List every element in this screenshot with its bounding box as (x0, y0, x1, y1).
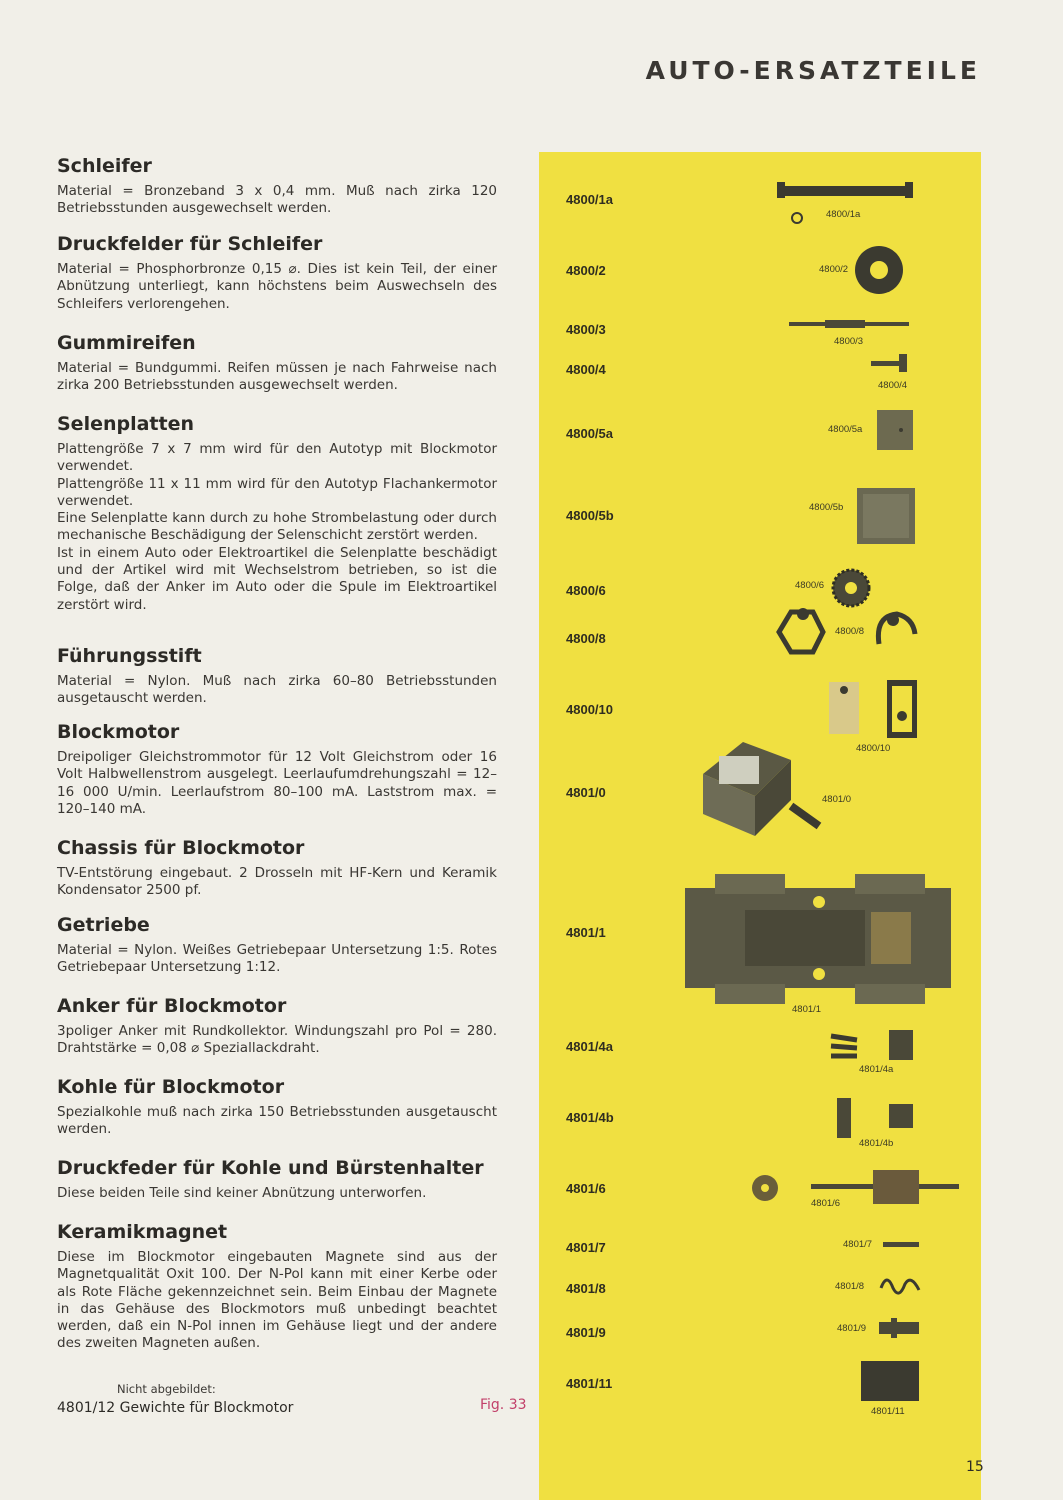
section-heading: Getriebe (57, 914, 150, 936)
section-kohle (57, 1076, 497, 1139)
section-heading: Druckfelder für Schleifer (57, 233, 323, 255)
part-label: 4800/8 (835, 626, 865, 637)
part-code: 4800/2 (566, 263, 606, 278)
section-heading: Selenplatten (57, 413, 195, 435)
part-code: 4800/5b (566, 508, 614, 523)
part-label: 4800/3 (834, 336, 864, 347)
part-code: 4801/4b (566, 1110, 614, 1125)
selenium-plate-large-image (853, 484, 919, 548)
section-heading: Druckfeder für Kohle und Bürstenhalter (57, 1157, 484, 1179)
spring-image (877, 1270, 923, 1300)
section-gummireifen (57, 332, 497, 395)
selenium-holder-image (825, 676, 925, 740)
section-text: Material = Bronzeband 3 x 0,4 mm. Muß nach zirka 120 Betriebsstunden ausgewechselt werden. (57, 183, 497, 217)
part-label: 4801/8 (835, 1281, 865, 1292)
section-fuehrungsstift (57, 645, 497, 708)
part-label: 4801/6 (811, 1198, 841, 1209)
section-text: Plattengröße 7 x 7 mm wird für den Autotyp mit Blockmotor verwendet. Plattengröße 11 x 11 mm wird für den Autotyp Flachankermotor verwendet. Eine Selenplatte kann durch zu hohe Strombelastung oder durch mechanische Beschädigung der Selenschicht zerstört werden. Ist in einem Auto oder Elektroartikel die Selenplatte beschädigt und der Artikel wird mit Wechselstrom betrieben, so ist die Folge, daß der Anker im Auto oder die Spule im Elektroartikel zerstört wird. (57, 441, 497, 613)
block-motor-image (691, 726, 831, 846)
part-label: 4801/4a (859, 1064, 894, 1075)
part-label: 4800/6 (795, 580, 825, 591)
section-text: Material = Phosphorbronze 0,15 ⌀. Dies ist kein Teil, der einer Abnützung unterliegt, kann höchstens beim Auswechseln des Schleifers verlorengehen. (57, 261, 497, 312)
part-label: 4801/4b (859, 1138, 894, 1149)
part-label: 4800/2 (819, 264, 849, 275)
part-code: 4801/4a (566, 1039, 613, 1054)
section-schleifer (57, 155, 497, 218)
figure-label: Fig. 33 (480, 1397, 527, 1413)
part-label: 4800/5b (809, 502, 844, 513)
section-heading: Führungsstift (57, 645, 202, 667)
section-text: Dreipoliger Gleichstrommotor für 12 Volt Gleichstrom oder 16 Volt Halbwellenstrom ausgelegt. Leerlaufumdrehungszahl = 12–16 000 U/min. Leerlaufstrom 80–100 mA. Laststrom max. = 120–140 mA. (57, 749, 497, 817)
part-code: 4800/3 (566, 322, 606, 337)
part-code: 4801/0 (566, 785, 606, 800)
section-keramikmagnet (57, 1221, 497, 1353)
part-code: 4800/10 (566, 702, 613, 717)
part-code: 4800/8 (566, 631, 606, 646)
section-text: Material = Bundgummi. Reifen müssen je nach Fahrweise nach zirka 200 Betriebsstunden ausgewechselt werden. (57, 360, 497, 394)
section-text: Material = Nylon. Muß nach zirka 60–80 Betriebsstunden ausgetauscht werden. (57, 673, 497, 707)
not-shown-text: 4801/12 Gewichte für Blockmotor (57, 1400, 294, 1416)
parts-panel (539, 152, 981, 1500)
section-chassis (57, 837, 497, 900)
section-anker (57, 995, 497, 1058)
part-label: 4801/1 (792, 1004, 822, 1015)
section-heading: Chassis für Blockmotor (57, 837, 305, 859)
section-text: TV-Entstörung eingebaut. 2 Drosseln mit HF-Kern und Keramik Kondensator 2500 pf. (57, 865, 497, 899)
ceramic-magnet-image (859, 1359, 921, 1405)
part-label: 4800/10 (856, 743, 891, 754)
section-heading: Anker für Blockmotor (57, 995, 287, 1017)
not-shown-label: Nicht abgebildet: (117, 1382, 216, 1396)
part-label: 4801/7 (843, 1239, 873, 1250)
page-number: 15 (966, 1459, 984, 1475)
axle-image (789, 316, 913, 332)
axle-bushing-image (877, 1316, 923, 1342)
armature-small-image (827, 1026, 917, 1066)
not-shown-note (57, 1382, 293, 1416)
section-heading: Gummireifen (57, 332, 196, 354)
section-druckfeder (57, 1157, 497, 1202)
section-getriebe (57, 914, 497, 977)
section-selenplatten (57, 413, 497, 614)
section-heading: Schleifer (57, 155, 152, 177)
section-text: Diese im Blockmotor eingebauten Magnete sind aus der Magnetqualität Oxit 100. Der N-Pol kann mit einer Kerbe oder als Rote Fläche gekennzeichnet sein. Beim Einbau der Magnete in das Gehäuse des Blockmotors muß unbedingt beachtet werden, daß ein N-Pol innen im Gehäuse liegt und der andere des zweiten Magneten außen. (57, 1249, 497, 1352)
part-label: 4801/0 (822, 794, 852, 805)
section-text: Diese beiden Teile sind keiner Abnützung unterworfen. (57, 1185, 427, 1201)
part-code: 4801/1 (566, 925, 606, 940)
part-label: 4800/1a (826, 209, 861, 220)
part-code: 4801/9 (566, 1325, 606, 1340)
pin-image (883, 1239, 923, 1251)
page-title: AUTO-ERSATZTEILE (645, 56, 981, 85)
chassis-image (675, 862, 965, 1012)
screw-image (869, 352, 913, 374)
part-label: 4800/5a (828, 424, 863, 435)
section-druckfelder (57, 233, 497, 313)
part-label: 4801/9 (837, 1323, 867, 1334)
contact-washer-image (849, 240, 909, 300)
part-code: 4800/4 (566, 362, 606, 377)
section-heading: Keramikmagnet (57, 1221, 228, 1243)
part-code: 4800/1a (566, 192, 613, 207)
section-heading: Blockmotor (57, 721, 180, 743)
part-code: 4801/11 (566, 1376, 613, 1391)
section-text: Material = Nylon. Weißes Getriebepaar Untersetzung 1:5. Rotes Getriebepaar Untersetzung 1:12. (57, 942, 497, 976)
part-code: 4800/5a (566, 426, 613, 441)
armature-large-image (749, 1162, 964, 1220)
part-code: 4801/8 (566, 1281, 606, 1296)
part-label: 4800/4 (878, 380, 908, 391)
section-blockmotor (57, 721, 497, 818)
selenium-plate-small-image (873, 408, 917, 454)
part-code: 4800/6 (566, 583, 606, 598)
section-heading: Kohle für Blockmotor (57, 1076, 285, 1098)
part-code: 4801/6 (566, 1181, 606, 1196)
part-label: 4801/11 (871, 1406, 905, 1417)
section-text: Spezialkohle muß nach zirka 150 Betriebsstunden ausgetauscht werden. (57, 1104, 497, 1138)
section-text: 3poliger Anker mit Rundkollektor. Windungszahl pro Pol = 280. Drahtstärke = 0,08 ⌀ Speziallackdraht. (57, 1023, 497, 1057)
part-code: 4801/7 (566, 1240, 606, 1255)
